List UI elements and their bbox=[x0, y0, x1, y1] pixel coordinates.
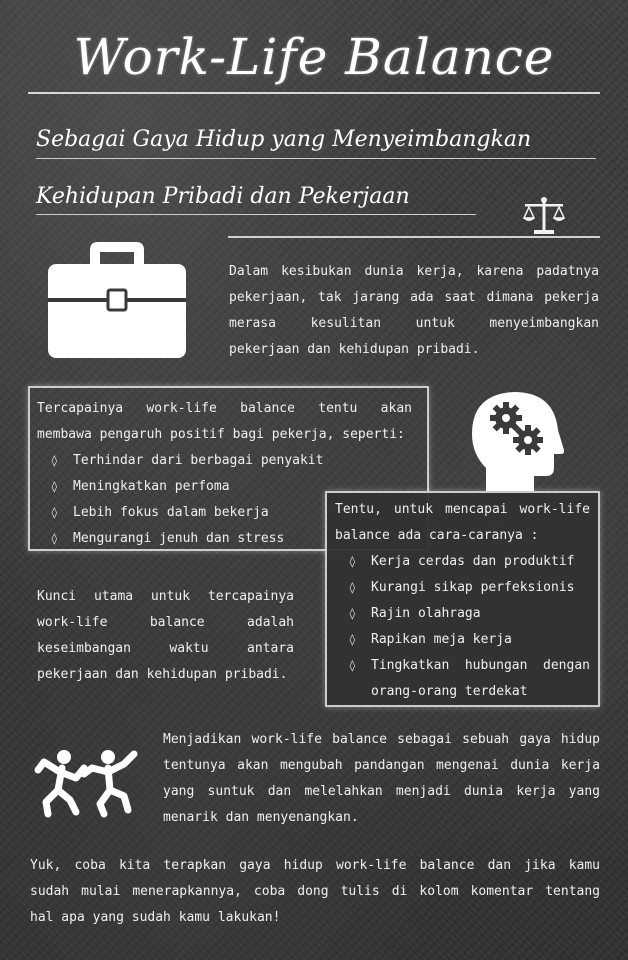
list-item: ◊ Rapikan meja kerja bbox=[335, 627, 590, 653]
subtitle-underline-1 bbox=[36, 158, 596, 159]
list-item: ◊ Kurangi sikap perfeksionis bbox=[335, 575, 590, 601]
closing-line-1: Yuk, coba kita terapkan gaya hidup work-life balance dan jika kamu bbox=[30, 858, 600, 873]
list-item: ◊ Rajin olahraga bbox=[335, 601, 590, 627]
list-item: ◊ Lebih fokus dalam bekerja bbox=[37, 500, 412, 526]
key-line-4: pekerjaan dan kehidupan pribadi. bbox=[37, 667, 288, 682]
list-item-continuation: orang-orang terdekat bbox=[371, 684, 528, 699]
intro-paragraph bbox=[229, 259, 599, 363]
dancing-people-icon bbox=[32, 748, 142, 818]
lifestyle-line-3: yang suntuk dan melelahkan menjadi dunia kerja yang bbox=[163, 784, 600, 799]
subtitle-line-2: Kehidupan Pribadi dan Pekerjaan bbox=[36, 184, 410, 209]
closing-line-2: sudah mulai menerapkannya, coba dong tulis di kolom komentar tentang bbox=[30, 884, 600, 899]
briefcase-icon bbox=[46, 238, 188, 360]
lifestyle-line-1: Menjadikan work-life balance sebagai sebuah gaya hidup bbox=[163, 732, 600, 747]
list-item: ◊ Kerja cerdas dan produktif bbox=[335, 549, 590, 575]
page-title: Work-Life Balance bbox=[73, 28, 555, 86]
key-paragraph bbox=[37, 584, 294, 688]
balance-scale-icon bbox=[522, 196, 566, 238]
ways-content bbox=[335, 497, 590, 705]
lifestyle-line-2: tentunya akan mengubah pandangan mengenai dunia kerja bbox=[163, 758, 600, 773]
subtitle-underline-2 bbox=[36, 214, 476, 215]
list-item: ◊ Meningkatkan perfoma bbox=[37, 474, 412, 500]
key-line-2: work-life balance adalah bbox=[37, 615, 294, 630]
ways-line-1: Tentu, untuk mencapai work-life bbox=[335, 502, 590, 517]
closing-line-3: hal apa yang sudah kamu lakukan! bbox=[30, 910, 281, 925]
ways-list bbox=[335, 549, 590, 679]
key-line-1: Kunci utama untuk tercapainya bbox=[37, 589, 294, 604]
head-gears-icon bbox=[468, 388, 564, 492]
ways-line-2: balance ada cara-caranya : bbox=[335, 528, 539, 543]
closing-paragraph bbox=[30, 853, 600, 931]
list-item: ◊ Tingkatkan hubungan dengan bbox=[335, 653, 590, 679]
intro-line-3: merasa kesulitan untuk menyeimbangkan bbox=[229, 316, 599, 331]
section-divider bbox=[228, 236, 600, 238]
benefits-line-2: membawa pengaruh positif bagi pekerja, seperti: bbox=[37, 427, 405, 442]
list-item: ◊ Terhindar dari berbagai penyakit bbox=[37, 448, 412, 474]
title-underline bbox=[28, 92, 600, 94]
intro-line-4: pekerjaan dan kehidupan pribadi. bbox=[229, 342, 480, 357]
lifestyle-line-4: menarik dan menyenangkan. bbox=[163, 810, 359, 825]
list-item: ◊ Mengurangi jenuh dan stress bbox=[37, 526, 412, 552]
intro-line-1: Dalam kesibukan dunia kerja, karena padatnya bbox=[229, 264, 599, 279]
intro-line-2: pekerjaan, tak jarang ada saat dimana pekerja bbox=[229, 290, 599, 305]
key-line-3: keseimbangan waktu antara bbox=[37, 641, 294, 656]
lifestyle-paragraph bbox=[163, 727, 600, 831]
subtitle-line-1: Sebagai Gaya Hidup yang Menyeimbangkan bbox=[36, 127, 532, 152]
benefits-line-1: Tercapainya work-life balance tentu akan bbox=[37, 401, 412, 416]
